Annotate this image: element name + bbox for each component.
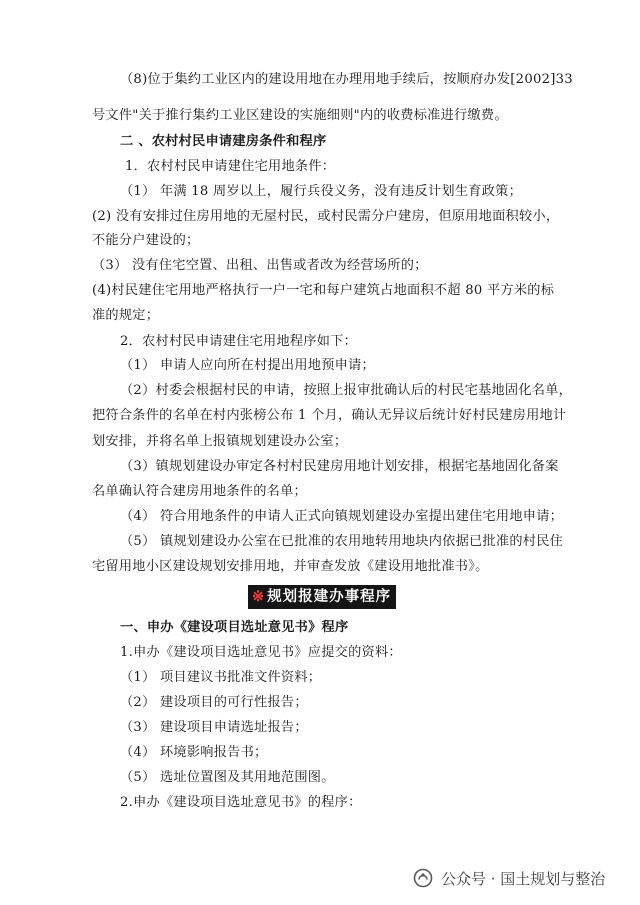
paragraph-line: （1） 年满 18 周岁以上，履行兵役义务，没有违反计划生育政策；: [120, 184, 523, 199]
paragraph-line: 2．农村村民申请建住宅用地程序如下：: [120, 334, 358, 349]
section-heading: 一、申办《建设项目选址意见书》程序: [120, 620, 349, 635]
paragraph-line: 1.申办《建设项目选址意见书》应提交的资料：: [120, 645, 402, 660]
paragraph-line: （1） 申请人应向所在村提出用地预申请；: [120, 358, 375, 373]
paragraph-line: （4） 符合用地条件的申请人正式向镇规划建设办室提出建住宅用地申请；: [120, 509, 564, 524]
paragraph-line: (4)村民建住宅用地严格执行一户一宅和每户建筑占地面积不超 80 平方米的标: [92, 283, 555, 298]
paragraph-line: 名单确认符合建房用地条件的名单；: [92, 484, 307, 499]
list-item: （3） 建设项目申请选址报告；: [120, 720, 308, 735]
paragraph-line: 把符合条件的名单在村内张榜公布 1 个月，确认无异议后统计好村民建房用地计: [92, 408, 567, 423]
paragraph-line: 宅留用地小区建设规划安排用地，并审查发放《建设用地批准书》。: [92, 559, 489, 574]
paragraph-line: 1．农村村民申请建住宅用地条件：: [125, 159, 336, 174]
paragraph-line: 2.申办《建设项目选址意见书》的程序：: [120, 795, 362, 810]
list-item: （1） 项目建议书批准文件资料；: [120, 670, 322, 685]
paragraph-line: （5） 镇规划建设办公室在已批准的农用地转用地块内依据已批准的村民住: [120, 534, 564, 549]
list-item: （2） 建设项目的可行性报告；: [120, 695, 308, 710]
paragraph-line: 划安排，并将名单上报镇规划建设办公室；: [92, 434, 348, 449]
watermark: [413, 865, 605, 891]
watermark-text: 公众号 · 国土规划与整治: [441, 869, 606, 888]
paragraph-line: 不能分户建设的；: [92, 233, 200, 248]
paragraph-line: （2）村委会根据村民的申请，按照上报审批确认后的村民宅基地固化名单，: [120, 383, 573, 398]
section-heading: 二 、农村村民申请建房条件和程序: [120, 134, 327, 149]
paragraph-line: （8)位于集约工业区内的建设用地在办理用地手续后，按顺府办发[2002]33: [120, 72, 573, 87]
paragraph-line: 号文件"关于推行集约工业区建设的实施细则"内的收费标准进行缴费。: [92, 108, 508, 123]
section-banner: [248, 585, 396, 609]
paragraph-line: （3） 没有住宅空置、出租、出售或者改为经营场所的；: [92, 258, 428, 273]
paragraph-line: 准的规定；: [92, 308, 160, 323]
paragraph-line: (2) 没有安排过住房用地的无屋村民，或村民需分户建房，但原用地面积较小，: [92, 209, 560, 224]
wechat-official-account-icon: [413, 868, 433, 888]
list-item: （4） 环境影响报告书；: [120, 745, 268, 760]
paragraph-line: （3）镇规划建设办审定各村村民建房用地计划安排，根据宅基地固化备案: [120, 459, 559, 474]
list-item: （5） 选址位置图及其用地范围图。: [120, 770, 335, 785]
reference-mark-icon: ※: [252, 588, 266, 605]
banner-title: 规划报建办事程序: [267, 588, 392, 605]
